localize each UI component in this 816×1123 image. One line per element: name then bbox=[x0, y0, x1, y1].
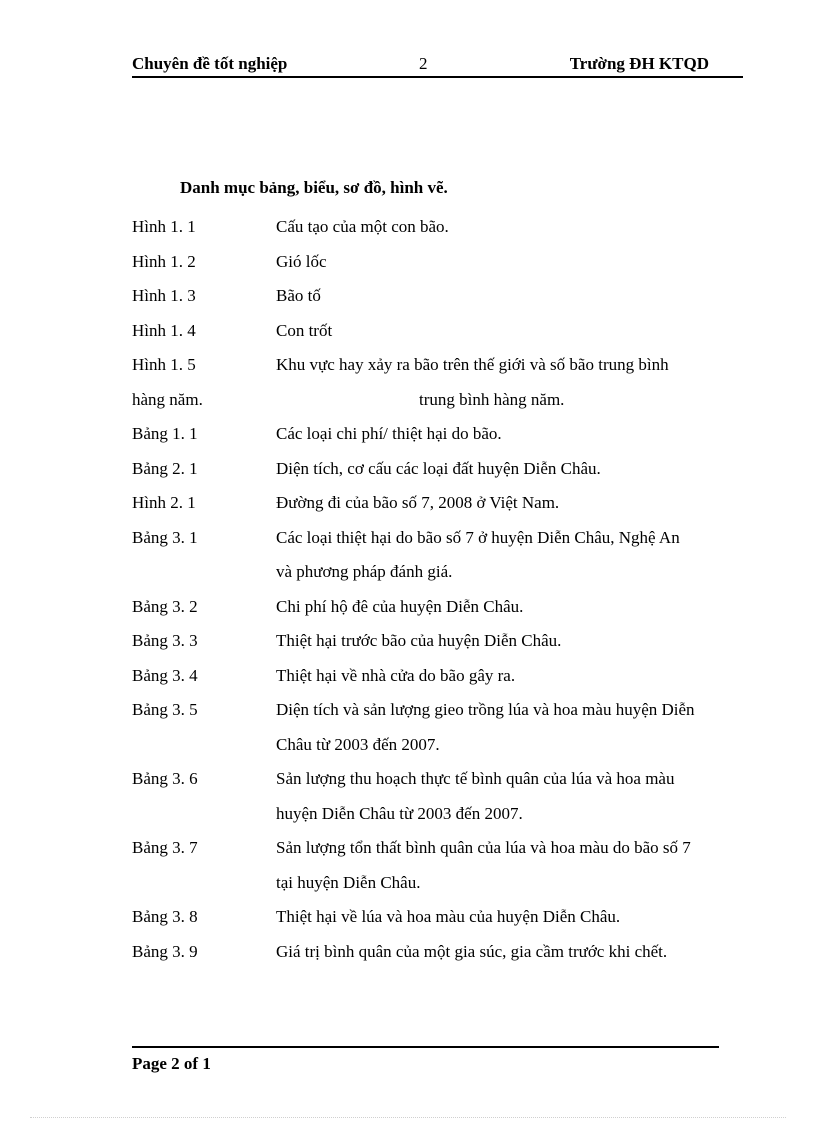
description-line: Bão tố bbox=[276, 286, 321, 305]
header-institution: Trường ĐH KTQD bbox=[569, 54, 709, 73]
description-line: trung bình hàng năm. bbox=[419, 389, 565, 409]
description-line: Thiệt hại về lúa và hoa màu của huyện Diễn Châu. bbox=[276, 907, 621, 926]
list-item-label: Bảng 2. 1 bbox=[132, 458, 198, 478]
list-item bbox=[132, 383, 752, 418]
list-item bbox=[132, 486, 752, 521]
list-item-description bbox=[276, 486, 752, 521]
list-item-label: Hình 1. 4 bbox=[132, 320, 196, 340]
page-footer bbox=[132, 1046, 719, 1076]
list-item-description bbox=[276, 590, 752, 625]
description-line: Chi phí hộ đê của huyện Diễn Châu. bbox=[276, 596, 524, 616]
list-item bbox=[132, 935, 752, 970]
list-item bbox=[132, 693, 752, 762]
page-header bbox=[132, 52, 743, 78]
list-item-description bbox=[276, 383, 752, 418]
list-item-label: Bảng 1. 1 bbox=[132, 424, 198, 443]
description-line: Cấu tạo của một con bão. bbox=[276, 217, 449, 236]
list-item-label: Bảng 3. 9 bbox=[132, 941, 198, 961]
list-item-label: Hình 1. 2 bbox=[132, 251, 196, 271]
list-item bbox=[132, 452, 752, 487]
list-item-description bbox=[276, 762, 752, 831]
list-item bbox=[132, 417, 752, 452]
list-item bbox=[132, 659, 752, 694]
list-item bbox=[132, 521, 752, 590]
list-item-description bbox=[276, 693, 752, 762]
list-item-description bbox=[276, 245, 752, 280]
section-title: Danh mục bảng, biểu, sơ đồ, hình vẽ. bbox=[180, 178, 448, 197]
list-item-description bbox=[276, 900, 752, 935]
list-item bbox=[132, 590, 752, 625]
list-item-description bbox=[276, 417, 752, 452]
list-item-label: Bảng 3. 5 bbox=[132, 700, 198, 719]
list-item-description bbox=[276, 348, 752, 383]
list-item-description bbox=[276, 314, 752, 349]
list-item-label: Hình 1. 1 bbox=[132, 217, 196, 236]
list-item-label: Bảng 3. 8 bbox=[132, 907, 198, 926]
description-line: Gió lốc bbox=[276, 251, 327, 271]
list-item-label: Bảng 3. 3 bbox=[132, 631, 198, 650]
description-line: Khu vực hay xảy ra bão trên thế giới và số bão trung bình bbox=[276, 355, 669, 374]
description-line: huyện Diễn Châu từ 2003 đến 2007. bbox=[276, 803, 523, 823]
list-item bbox=[132, 245, 752, 280]
page-bottom-divider bbox=[30, 1117, 786, 1118]
list-item bbox=[132, 831, 752, 900]
description-line: tại huyện Diễn Châu. bbox=[276, 872, 421, 892]
description-line: Con trốt bbox=[276, 320, 333, 340]
description-line: Thiệt hại về nhà cửa do bão gây ra. bbox=[276, 665, 516, 685]
list-item bbox=[132, 314, 752, 349]
list-item-label: Bảng 3. 1 bbox=[132, 527, 198, 547]
list-item bbox=[132, 624, 752, 659]
list-item-label: hàng năm. bbox=[132, 389, 203, 409]
description-line: Diện tích, cơ cấu các loại đất huyện Diễn Châu. bbox=[276, 458, 601, 478]
list-item-description bbox=[276, 521, 752, 590]
list-item-description bbox=[276, 210, 752, 245]
list-item bbox=[132, 762, 752, 831]
header-document-title: Chuyên đề tốt nghiệp bbox=[132, 54, 288, 73]
list-item-description bbox=[276, 659, 752, 694]
list-item bbox=[132, 900, 752, 935]
footer-page-info: Page 2 of 1 bbox=[132, 1054, 211, 1073]
list-item-description bbox=[276, 935, 752, 970]
description-line: và phương pháp đánh giá. bbox=[276, 562, 453, 581]
list-item bbox=[132, 279, 752, 314]
list-item bbox=[132, 348, 752, 383]
description-line: Châu từ 2003 đến 2007. bbox=[276, 734, 440, 754]
description-line: Giá trị bình quân của một gia súc, gia cầm trước khi chết. bbox=[276, 941, 668, 961]
list-item-description bbox=[276, 452, 752, 487]
list-item bbox=[132, 210, 752, 245]
description-line: Sản lượng thu hoạch thực tế bình quân của lúa và hoa màu bbox=[276, 769, 675, 788]
list-item-label: Hình 1. 3 bbox=[132, 286, 196, 305]
list-item-label: Hình 1. 5 bbox=[132, 355, 196, 374]
list-item-label: Hình 2. 1 bbox=[132, 493, 196, 512]
description-line: Thiệt hại trước bão của huyện Diễn Châu. bbox=[276, 631, 562, 650]
description-line: Sản lượng tổn thất bình quân của lúa và hoa màu do bão số 7 bbox=[276, 838, 691, 857]
list-item-label: Bảng 3. 6 bbox=[132, 769, 198, 788]
list-item-description bbox=[276, 831, 752, 900]
header-page-number: 2 bbox=[419, 54, 428, 73]
list-item-label: Bảng 3. 7 bbox=[132, 838, 198, 857]
list-item-description bbox=[276, 624, 752, 659]
list-item-description bbox=[276, 279, 752, 314]
list-item-label: Bảng 3. 4 bbox=[132, 665, 198, 685]
description-line: Các loại chi phí/ thiệt hại do bão. bbox=[276, 424, 502, 443]
description-line: Các loại thiệt hại do bão số 7 ở huyện Diễn Châu, Nghệ An bbox=[276, 527, 680, 547]
list-item-label: Bảng 3. 2 bbox=[132, 596, 198, 616]
figure-table-list bbox=[132, 210, 752, 969]
description-line: Đường đi của bão số 7, 2008 ở Việt Nam. bbox=[276, 493, 560, 512]
description-line: Diện tích và sản lượng gieo trồng lúa và hoa màu huyện Diễn bbox=[276, 700, 695, 719]
